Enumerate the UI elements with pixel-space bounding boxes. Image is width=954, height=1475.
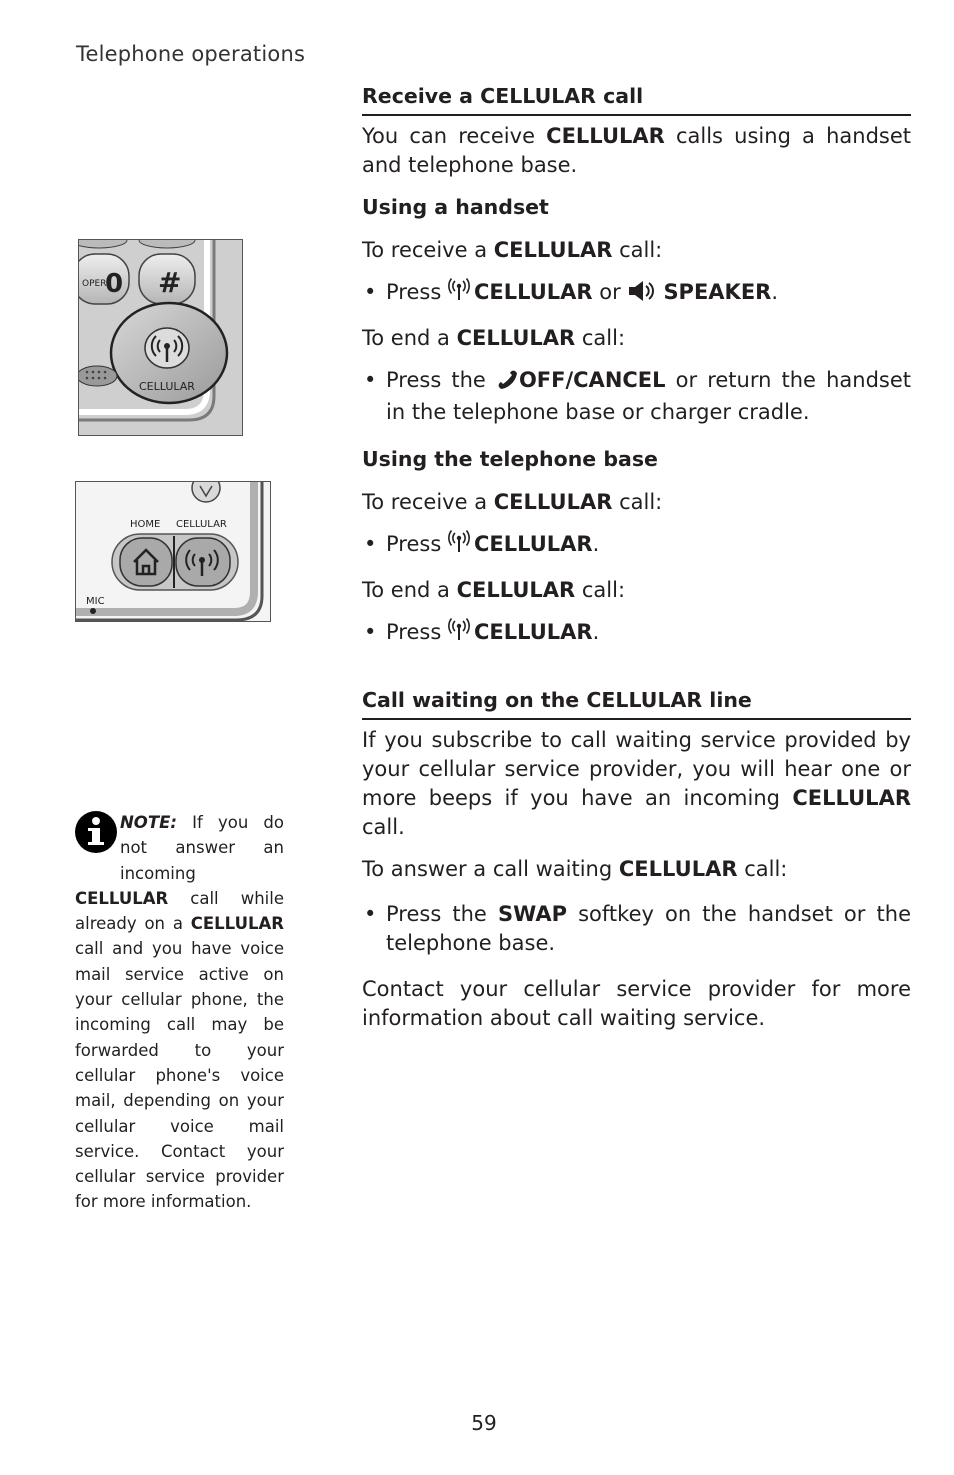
call-waiting-answer-text: To answer a call waiting CELLULAR call: <box>362 857 788 881</box>
call-waiting-intro: If you subscribe to call waiting service provided by your cellular service provider, you will hear one or more beeps if you have an incoming CELLULAR call. <box>362 728 911 839</box>
base-end-text: To end a CELLULAR call: <box>362 578 626 602</box>
page-number: 59 <box>471 1411 497 1435</box>
section-header: Telephone operations <box>76 42 306 66</box>
base-subtitle: Using the telephone base <box>362 447 658 471</box>
cellular-button-label: CELLULAR <box>176 519 227 530</box>
call-waiting-contact: Contact your cellular service provider for more information about call waiting service. <box>362 977 911 1030</box>
handset-receive-text: To receive a CELLULAR call: <box>362 238 663 262</box>
hash-key-label: # <box>158 266 182 299</box>
handset-end-step: • Press the OFF/CANCEL or return the handset in the telephone base or charger cradle. <box>364 368 911 424</box>
phone-handset-icon <box>496 368 518 398</box>
speaker-icon <box>627 280 659 310</box>
handset-receive-step: • Press CELLULAR or SPEAKER. <box>362 278 911 310</box>
base-end-step: • Press CELLULAR. <box>362 618 911 650</box>
handset-subtitle: Using a handset <box>362 195 549 219</box>
cellular-antenna-icon <box>448 618 470 650</box>
main-content <box>362 82 911 1046</box>
cellular-key-label: CELLULAR <box>139 380 195 393</box>
handset-keypad-figure <box>78 239 243 436</box>
side-note: NOTE: If you do not answer an incoming CELLULAR call while already on a CELLULAR call and you have voice mail service active on your cellular phone, the incoming call may be forwarded to your cellular phone's voice mail, depending on your cellular voice mail service. Contact your cellular service provider for more information. <box>75 810 284 1215</box>
base-receive-step: • Press CELLULAR. <box>362 530 911 562</box>
base-receive-text: To receive a CELLULAR call: <box>362 490 663 514</box>
cellular-antenna-icon <box>448 530 470 562</box>
call-waiting-section-title: Call waiting on the CELLULAR line <box>362 686 911 720</box>
oper-key-label: OPER <box>82 279 107 289</box>
zero-key-label: 0 <box>105 269 124 299</box>
mic-label: MIC <box>86 596 105 607</box>
receive-intro: You can receive CELLULAR calls using a handset and telephone base. <box>362 124 912 177</box>
cellular-antenna-icon <box>448 278 470 310</box>
receive-section-title: Receive a CELLULAR call <box>362 82 911 116</box>
home-button-label: HOME <box>130 519 161 530</box>
info-icon <box>75 810 117 861</box>
handset-end-text: To end a CELLULAR call: <box>362 326 626 350</box>
note-label: NOTE: <box>120 813 177 832</box>
base-buttons-figure <box>75 481 271 622</box>
call-waiting-step: • Press the SWAP softkey on the handset or the telephone base. <box>364 902 911 955</box>
